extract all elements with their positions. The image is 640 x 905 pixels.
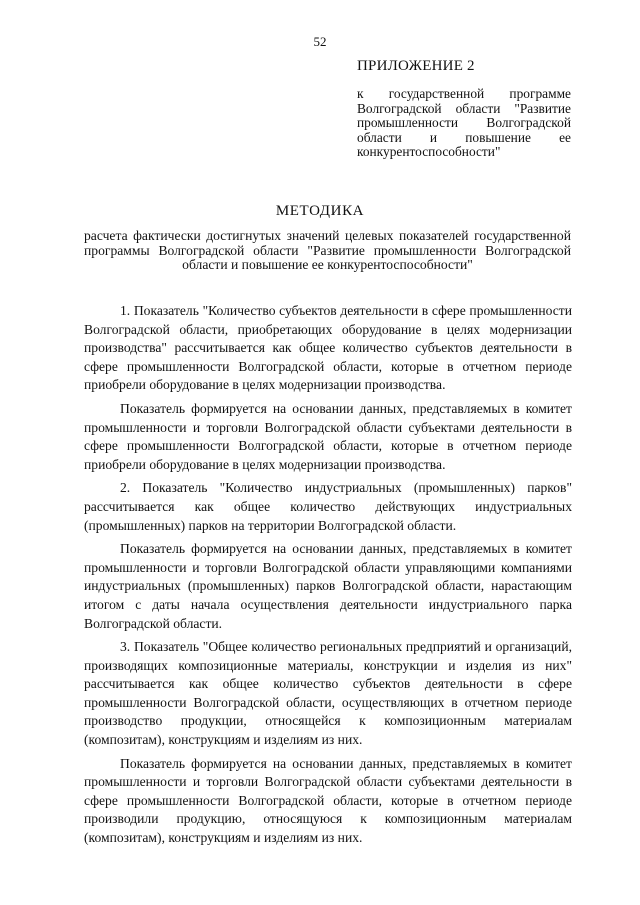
paragraph-indicator-2: 2. Показатель "Количество индустриальных (промышленных) парков" рассчитывается как общее количество действующих индустриальных (промышленных) парков на территории Волгоградской области. bbox=[84, 480, 572, 533]
paragraph-indicator-1-source: Показатель формируется на основании данных, представляемых в комитет промышленности и торговли Волгоградской области субъектами деятельности в сфере промышленности Волгоградской области, которые в отчетном периоде приобрели оборудование в целях модернизации производства. bbox=[84, 400, 572, 472]
appendix-text: к государственной программе Волгоградской области "Развитие промышленности Волгоградской области и повышение ее конкурентоспособности" bbox=[357, 86, 571, 159]
page-number: 52 bbox=[313, 34, 327, 49]
paragraph-indicator-2-source: Показатель формируется на основании данных, представляемых в комитет промышленности и торговли Волгоградской области управляющими компаниями индустриальных (промышленных) парков Волгоградской области, нарастающим итогом с даты начала осуществления деятельности индустриального парка Волгоградской области. bbox=[84, 541, 572, 631]
paragraph-indicator-3: 3. Показатель "Общее количество региональных предприятий и организаций, производящих композиционные материалы, конструкции и изделия из них" рассчитывается как общее количество субъектов деятельности в сфере промышленности Волгоградской области, осуществляющих в отчетном периоде производство продукции, относящейся к композиционным материалам (композитам), конструкциям и изделиям из них. bbox=[84, 639, 572, 748]
document-subtitle: расчета фактически достигнутых значений целевых показателей государственной программы Волгоградской области "Развитие промышленности Волгоградской области и повышение ее конкурентоспособности" bbox=[84, 228, 571, 273]
document-title: МЕТОДИКА bbox=[275, 203, 365, 219]
paragraph-indicator-1: 1. Показатель "Количество субъектов деятельности в сфере промышленности Волгоградской области, приобретающих оборудование в целях модернизации производства" рассчитывается как общее количество субъектов деятельности в сфере промышленности Волгоградской области, которые в отчетном периоде приобрели оборудование в целях модернизации производства. bbox=[84, 303, 572, 393]
appendix-block bbox=[357, 58, 571, 160]
paragraph-indicator-3-source: Показатель формируется на основании данных, представляемых в комитет промышленности и торговли Волгоградской области субъектами деятельности в сфере промышленности Волгоградской области, которые в отчетном периоде производили продукцию, относящуюся к композиционным материалам (композитам), конструкциям и изделиям из них. bbox=[84, 755, 572, 846]
appendix-title: ПРИЛОЖЕНИЕ 2 bbox=[357, 58, 475, 74]
document-body bbox=[84, 302, 572, 853]
